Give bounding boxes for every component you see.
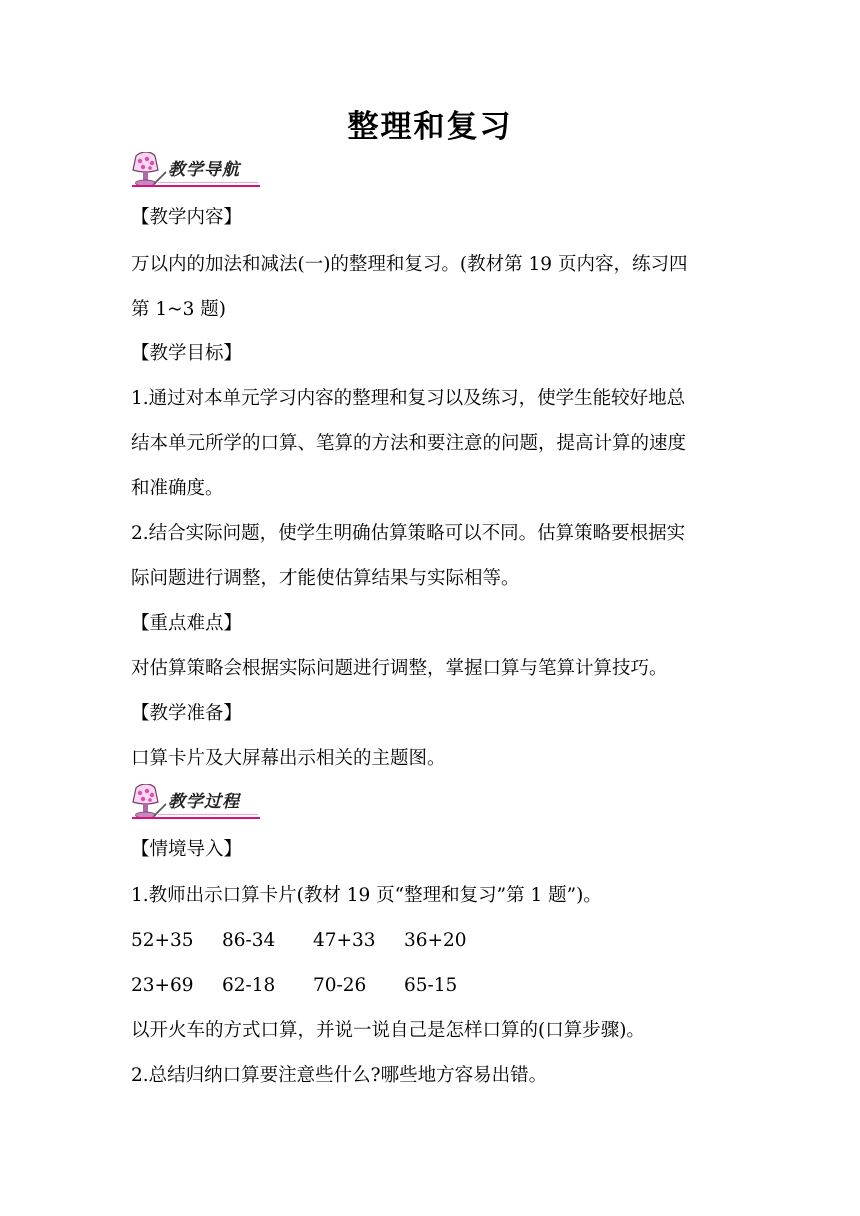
heading-prep: 【教学准备】 — [131, 703, 243, 724]
calc-item: 70-26 — [313, 975, 367, 996]
heading-goals: 【教学目标】 — [131, 343, 243, 364]
heading-content: 【教学内容】 — [131, 207, 243, 228]
content-line: 第 1~3 题) — [131, 299, 227, 320]
calc-item: 23+69 — [131, 975, 194, 996]
page-title: 整理和复习 — [347, 109, 513, 145]
section-banner-label: 教学导航 — [168, 160, 240, 180]
goal-line: 1.通过对本单元学习内容的整理和复习以及练习，使学生能较好地总 — [131, 388, 686, 409]
intro-line: 2.总结归纳口算要注意些什么?哪些地方容易出错。 — [131, 1065, 548, 1086]
goal-line: 和准确度。 — [131, 478, 224, 499]
calc-item: 47+33 — [313, 930, 376, 951]
heading-intro: 【情境导入】 — [131, 839, 243, 860]
content-line: 万以内的加法和减法(一)的整理和复习。(教材第 19 页内容，练习四 — [131, 254, 688, 275]
intro-line: 1.教师出示口算卡片(教材 19 页“整理和复习”第 1 题”)。 — [131, 885, 602, 906]
section-banner-guide — [128, 152, 268, 192]
prep-line: 口算卡片及大屏幕出示相关的主题图。 — [131, 748, 446, 769]
calc-item: 52+35 — [131, 930, 194, 951]
goal-line: 际问题进行调整，才能使估算结果与实际相等。 — [131, 568, 520, 589]
section-banner-label: 教学过程 — [168, 792, 240, 812]
section-banner-process — [128, 784, 268, 824]
intro-line: 以开火车的方式口算，并说一说自己是怎样口算的(口算步骤)。 — [131, 1020, 645, 1041]
calc-item: 65-15 — [404, 975, 458, 996]
goal-line: 结本单元所学的口算、笔算的方法和要注意的问题，提高计算的速度 — [131, 433, 687, 454]
calc-row — [131, 928, 741, 954]
heading-key: 【重点难点】 — [131, 613, 243, 634]
calc-item: 62-18 — [222, 975, 276, 996]
goal-line: 2.结合实际问题，使学生明确估算策略可以不同。估算策略要根据实 — [131, 523, 686, 544]
key-line: 对估算策略会根据实际问题进行调整，掌握口算与笔算计算技巧。 — [131, 658, 668, 679]
calc-item: 86-34 — [222, 930, 276, 951]
calc-item: 36+20 — [404, 930, 467, 951]
calc-row — [131, 973, 741, 999]
